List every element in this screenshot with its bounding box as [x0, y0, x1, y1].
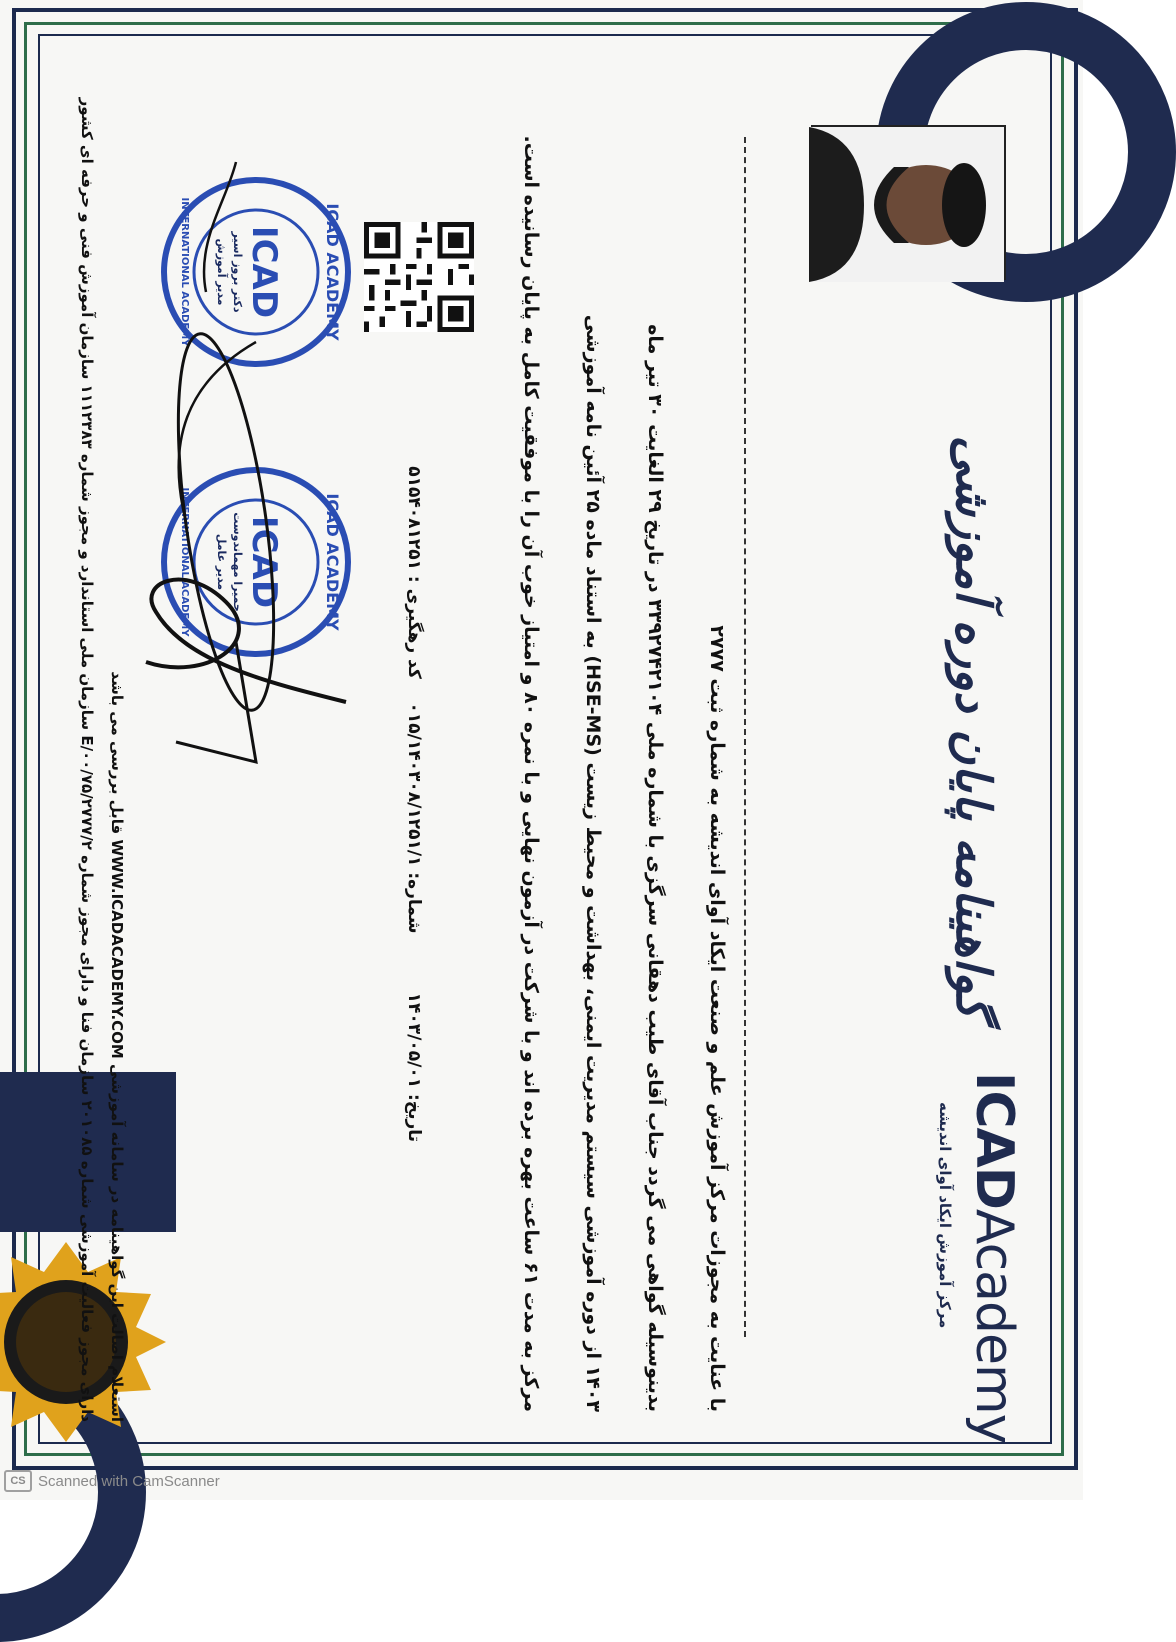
- stamp-signer-name: حمیرا مهماندوست: [231, 512, 244, 612]
- license-note: دارای مجوز فعالیت آموزشی شماره ۲۰۱۰۸۵ سازمان فنا و دارای مجوز شماره ۲/E/۰۰/۷۵/۲۷۷۷ سازمان ملی استاندارد و مجوز شماره ۱۱۱۲۳۸۳ سازمان آموزش فنی و حرفه ای کشور: [78, 97, 96, 1422]
- handwritten-signatures: [86, 142, 386, 842]
- stamp-center: ICAD: [244, 515, 284, 609]
- stamp-text-top: ICAD ACADEMY: [323, 493, 342, 631]
- logo-brand-bold: ICAD: [964, 1072, 1024, 1209]
- body-line: با عنایت به مجوزات مرکز آموزش علم و صنعت ایکاد آوای اندیشه به شماره ثبت ۲۷۷۷: [706, 625, 728, 1412]
- verification-note: استعلام اصالت این گواهینامه در سامانه آموزشی WWW.ICADACADEMY.COM قابل بررسی می باشد: [108, 671, 126, 1422]
- stamp-center: ICAD: [244, 225, 284, 319]
- dotted-divider: [744, 137, 746, 1337]
- academy-logo: [896, 1042, 1046, 1444]
- stamp-signer-name: دکتر بروز اسیر: [231, 231, 244, 313]
- certificate-meta: [404, 282, 424, 1142]
- body-line: مرکز به مدت ۶۱ ساعت بهره برده اند و با شرکت در آزمون نهایی و با نمره ۸۰ و امتیاز خوب آن را با موفقیت کامل به پایان رسانیده است.: [520, 135, 542, 1412]
- certificate: [42, 42, 1046, 1462]
- tracking-code: کد رهگیری : ۵۱۵۴۰۸۱۲۵۱: [404, 466, 424, 679]
- certificate-title: گواهینامه پایان دوره آموزشی: [945, 435, 1001, 1019]
- stamp-text-bottom: INTERNATIONAL ACADEMY: [179, 487, 190, 637]
- recipient-photo: [811, 125, 1006, 280]
- body-line: بدینوسیله گواهی می گردد جناب آقای طیب دهقانی سرگزی با شماره ملی ۳۳۹۲۷۴۲۱۰۴ در تاریخ ۲۹ الغایت ۳۰ تیر ماه: [644, 324, 666, 1412]
- camscanner-watermark: [4, 1467, 220, 1495]
- issue-date: تاریخ: ۱۴۰۳/۰۵/۰۱: [404, 992, 424, 1142]
- body-line: ۱۴۰۳ از دوره آموزشی سیستم مدیریت ایمنی، بهداشت و محیط زیست (HSE-MS) به استناد ماده ۲۵ آئین نامه آموزشی: [582, 314, 604, 1412]
- camscanner-label: Scanned with CamScanner: [38, 1472, 220, 1490]
- stamp-signer-role: مدیر عامل: [215, 533, 228, 591]
- stamp-text-bottom: INTERNATIONAL ACADEMY: [179, 197, 190, 347]
- stamp-text-top: ICAD ACADEMY: [323, 203, 342, 341]
- logo-subtitle: مرکز آموزش ایکاد آوای اندیشه: [936, 1102, 954, 1329]
- stamp-signer-role: مدیر آموزش: [215, 238, 228, 306]
- certificate-number: شماره: ۰۱۵/۱۴۰۳۰۸/۱۲۵۱/۱: [404, 702, 424, 934]
- logo-brand-light: Academy: [964, 1208, 1024, 1444]
- camscanner-logo-icon: CS: [4, 1470, 32, 1492]
